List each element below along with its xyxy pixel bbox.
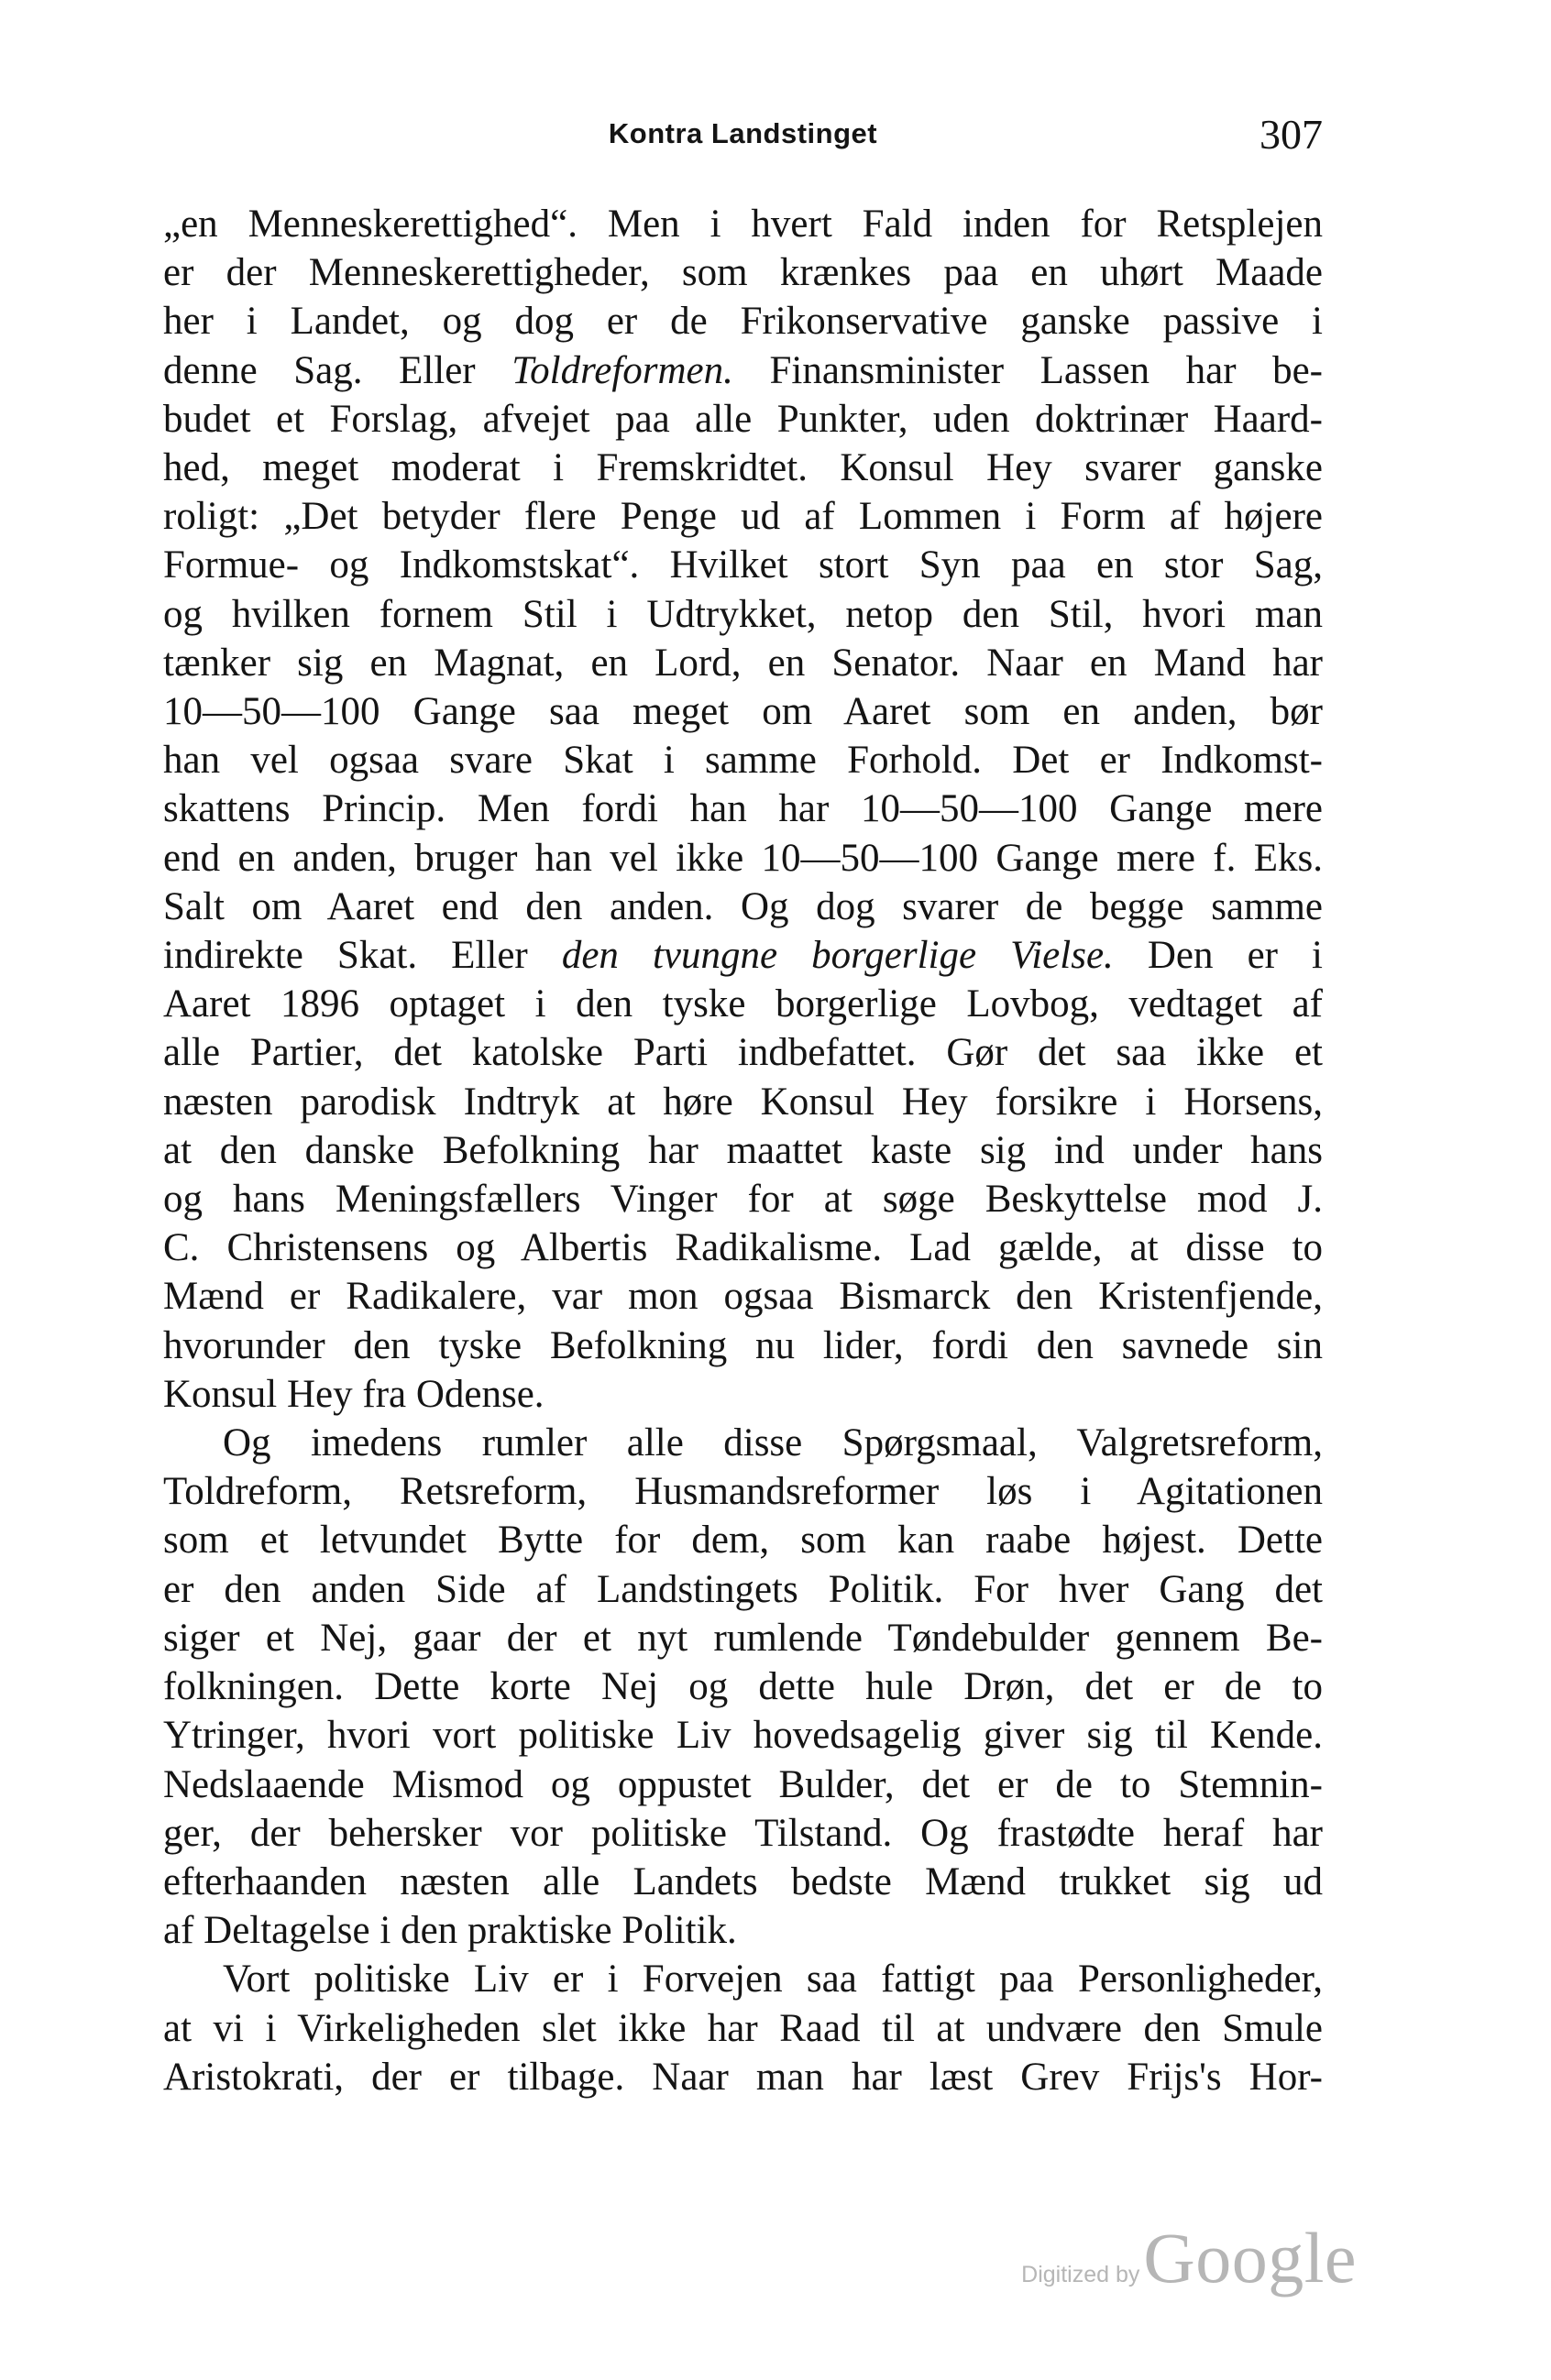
- text-line: og hans Meningsfællers Vinger for at søge Beskyttelse mod J.: [163, 1178, 1323, 1222]
- paragraph: [163, 1955, 1323, 2101]
- text-line: Toldreform, Retsreform, Husmandsreformer løs i Agitationen: [163, 1470, 1323, 1514]
- text-line: han vel ogsaa svare Skat i samme Forhold. Det er Indkomst-: [163, 739, 1323, 783]
- text-line: er der Menneskerettigheder, som krænkes paa en uhørt Maade: [163, 251, 1323, 295]
- text-line: er den anden Side af Landstingets Politik. For hver Gang det: [163, 1567, 1323, 1611]
- text-line: C. Christensens og Albertis Radikalisme. Lad gælde, at disse to: [163, 1226, 1323, 1270]
- text-run: Finansminister Lassen har be-: [732, 348, 1323, 392]
- text-line: Og imedens rumler alle disse Spørgsmaal, Valgretsreform,: [223, 1421, 1323, 1465]
- running-title: Kontra Landstinget: [608, 117, 878, 149]
- text-line: [163, 346, 1323, 395]
- text-line: af Deltagelse i den praktiske Politik.: [163, 1909, 737, 1953]
- page-header: [163, 110, 1323, 165]
- text-line: hvorunder den tyske Befolkning nu lider, fordi den savnede sin: [163, 1323, 1323, 1367]
- text-line: Formue- og Indkomstskat“. Hvilket stort Syn paa en stor Sag,: [163, 543, 1323, 587]
- text-line: Mænd er Radikalere, var mon ogsaa Bismarck den Kristenfjende,: [163, 1275, 1323, 1319]
- text-line: „en Menneskerettighed“. Men i hvert Fald inden for Retsplejen: [163, 203, 1323, 246]
- text-line: Konsul Hey fra Odense.: [163, 1372, 544, 1416]
- text-line: end en anden, bruger han vel ikke 10—50—100 Gange mere f. Eks.: [163, 836, 1323, 880]
- text-line: folkningen. Dette korte Nej og dette hule Drøn, det er de to: [163, 1665, 1323, 1709]
- text-line: Vort politiske Liv er i Forvejen saa fattigt paa Personligheder,: [223, 1958, 1323, 2002]
- text-line: tænker sig en Magnat, en Lord, en Senator. Naar en Mand har: [163, 641, 1323, 685]
- body-text: [163, 200, 1323, 2101]
- text-line: Ytringer, hvori vort politiske Liv hovedsagelig giver sig til Kende.: [163, 1714, 1323, 1758]
- text-run: denne Sag. Eller: [163, 348, 512, 392]
- text-line: alle Partier, det katolske Parti indbefattet. Gør det saa ikke et: [163, 1031, 1323, 1075]
- text-line: og hvilken fornem Stil i Udtrykket, netop den Stil, hvori man: [163, 592, 1323, 636]
- text-line: at vi i Virkeligheden slet ikke har Raad til at undvære den Smule: [163, 2006, 1323, 2050]
- text-run: Den er i: [1113, 934, 1324, 978]
- text-line: her i Landet, og dog er de Frikonservative ganske passive i: [163, 300, 1323, 344]
- google-logo: Google: [1143, 2218, 1357, 2298]
- watermark-prefix: Digitized by: [1021, 2262, 1140, 2287]
- text-line: som et letvundet Bytte for dem, som kan raabe højest. Dette: [163, 1519, 1323, 1563]
- paragraph: [163, 1419, 1323, 1955]
- text-line: næsten parodisk Indtryk at høre Konsul Hey forsikre i Horsens,: [163, 1080, 1323, 1124]
- text-line: ger, der behersker vor politiske Tilstand. Og frastødte heraf har: [163, 1811, 1323, 1855]
- text-line: hed, meget moderat i Fremskridtet. Konsul Hey svarer ganske: [163, 446, 1323, 490]
- text-line: siger et Nej, gaar der et nyt rumlende Tøndebulder gennem Be-: [163, 1616, 1323, 1660]
- text-line: budet et Forslag, afvejet paa alle Punkter, uden doktrinær Haard-: [163, 397, 1323, 441]
- paragraph: [163, 200, 1323, 1419]
- italic-text: Toldreformen.: [512, 348, 733, 392]
- digitized-by-google-watermark: [1021, 2217, 1357, 2299]
- text-line: Aristokrati, der er tilbage. Naar man har læst Grev Frijs's Hor-: [163, 2055, 1323, 2099]
- text-line: at den danske Befolkning har maattet kaste sig ind under hans: [163, 1128, 1323, 1172]
- text-line: Aaret 1896 optaget i den tyske borgerlige Lovbog, vedtaget af: [163, 982, 1323, 1026]
- text-line: [163, 931, 1323, 980]
- text-line: skattens Princip. Men fordi han har 10—50—100 Gange mere: [163, 787, 1323, 831]
- italic-text: den tvungne borgerlige Vielse.: [561, 934, 1114, 978]
- text-line: Nedslaaende Mismod og oppustet Bulder, det er de to Stemnin-: [163, 1762, 1323, 1806]
- text-line: roligt: „Det betyder flere Penge ud af Lommen i Form af højere: [163, 495, 1323, 539]
- text-line: Salt om Aaret end den anden. Og dog svarer de begge samme: [163, 884, 1323, 928]
- text-run: indirekte Skat. Eller: [163, 934, 562, 978]
- text-line: efterhaanden næsten alle Landets bedste Mænd trukket sig ud: [163, 1859, 1323, 1903]
- text-line: 10—50—100 Gange saa meget om Aaret som en anden, bør: [163, 690, 1323, 734]
- page-number: 307: [1260, 111, 1323, 158]
